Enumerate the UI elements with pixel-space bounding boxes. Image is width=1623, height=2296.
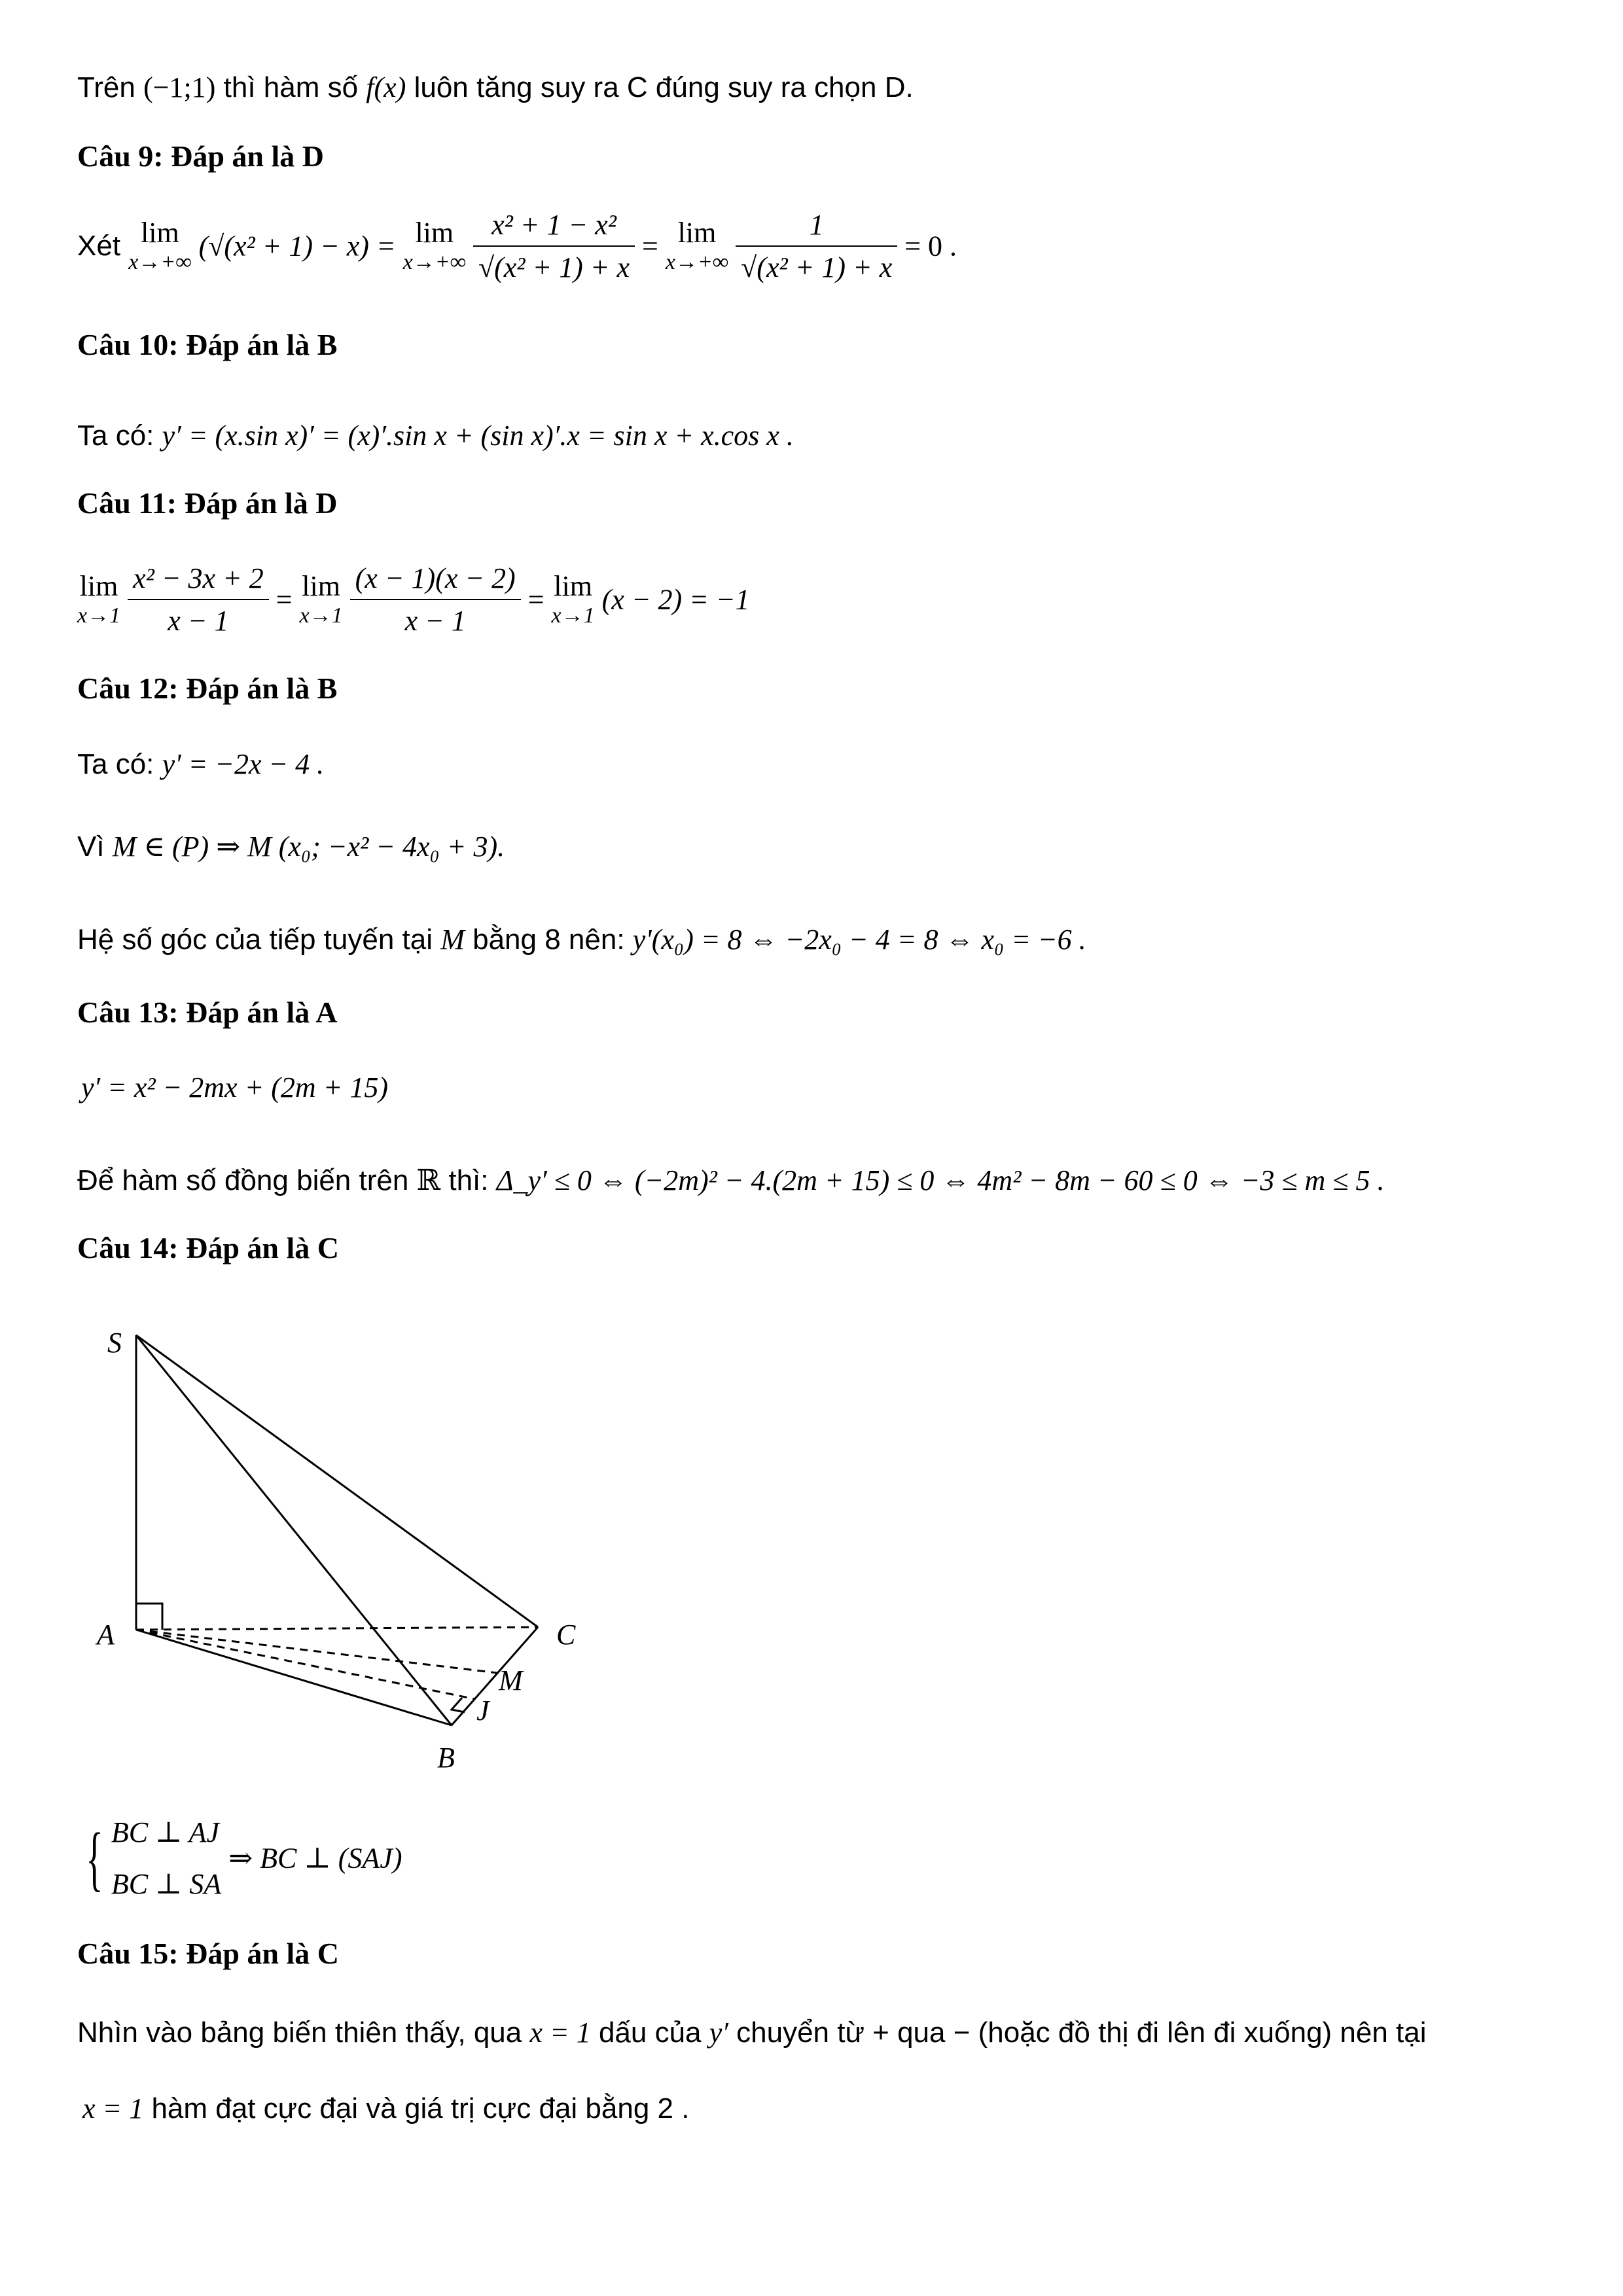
question-15-line-2 <box>82 2092 689 2125</box>
label-A: A <box>97 1619 115 1651</box>
q11-tail: (x − 2) = −1 <box>601 583 750 616</box>
q15-l1-y: y′ <box>709 2017 728 2049</box>
q12-l3-expr: y'(x₀) = 8 ⇔ −2x₀ − 4 = 8 ⇔ x₀ = −6 . <box>632 924 1086 956</box>
numerator: x² − 3x + 2 <box>128 562 269 600</box>
q15-l1-mid: dấu của <box>590 2017 709 2049</box>
q12-l3-pre: Hệ số góc của tiếp tuyến tại <box>77 924 441 956</box>
edge-AC <box>136 1627 538 1630</box>
denominator: x − 1 <box>168 605 229 637</box>
interval-expr: (−1;1) <box>143 71 216 103</box>
q15-l2-post: hàm đạt cực đại và giá trị cực đại bằng 2 . <box>143 2092 690 2125</box>
intro-text-mid: thì hàm số <box>215 71 366 103</box>
q9-eq: = <box>642 230 658 262</box>
q13-l2-expr: Δ_y′ ≤ 0 ⇔ (−2m)² − 4.(2m + 15) ≤ 0 ⇔ 4m² − 8m − 60 ≤ 0 ⇔ −3 ≤ m ≤ 5 . <box>496 1164 1385 1196</box>
question-15-heading: Câu 15: Đáp án là C <box>77 1937 340 1970</box>
lim-word: lim <box>415 217 454 249</box>
denominator: √(x² + 1) + x <box>741 251 893 283</box>
q15-l1-x: x = 1 <box>529 2017 591 2049</box>
q10-pre: Ta có: <box>77 420 162 452</box>
lim-word: lim <box>79 570 118 602</box>
label-J: J <box>476 1695 490 1727</box>
numerator: (x − 1)(x − 2) <box>350 562 521 600</box>
lim-under: x→1 <box>551 603 595 628</box>
q12-l2-pre: Vì <box>77 831 113 863</box>
q13-l2-mid: thì: <box>440 1164 497 1196</box>
function-expr: f(x) <box>366 71 406 103</box>
q9-expr1: (√(x² + 1) − x) = <box>198 230 396 262</box>
question-14-heading: Câu 14: Đáp án là C <box>77 1231 340 1265</box>
system-line-1: BC ⊥ AJ <box>111 1816 220 1848</box>
question-13-heading: Câu 13: Đáp án là A <box>77 996 338 1029</box>
lim-word: lim <box>141 217 179 249</box>
question-15-line-1 <box>77 2016 1427 2049</box>
lim-under: x→+∞ <box>128 250 192 274</box>
q12-l1-pre: Ta có: <box>77 748 162 780</box>
right-angle-mark-J <box>452 1698 465 1712</box>
numerator: 1 <box>736 208 897 247</box>
lim-under: x→+∞ <box>402 250 466 274</box>
question-10-heading: Câu 10: Đáp án là B <box>77 328 338 361</box>
q13-l2-pre: Để hàm số đồng biến trên <box>77 1164 417 1196</box>
q12-l3-M: M <box>440 924 465 956</box>
system-lines <box>111 1806 221 1910</box>
question-11-heading: Câu 11: Đáp án là D <box>77 486 338 520</box>
curly-brace: { <box>86 1818 103 1899</box>
question-13-line-1: y′ = x² − 2mx + (2m + 15) <box>81 1071 389 1103</box>
lim-under: x→+∞ <box>665 250 729 274</box>
label-M: M <box>499 1664 523 1696</box>
q12-l3-mid: bằng 8 nên: <box>464 924 633 956</box>
system-line-2: BC ⊥ SA <box>111 1868 222 1901</box>
q11-eq-2: = <box>527 583 544 616</box>
q9-pre: Xét <box>77 230 129 262</box>
q12-l2-expr: M ∈ (P) ⇒ M (x₀; −x² − 4x₀ + 3). <box>112 831 505 863</box>
q9-end: = 0 . <box>904 230 957 262</box>
system-result: ⇒ BC ⊥ (SAJ) <box>228 1842 402 1874</box>
q15-l2-x: x = 1 <box>82 2092 144 2125</box>
q12-l1-expr: y' = −2x − 4 . <box>162 748 325 780</box>
label-S: S <box>107 1327 122 1359</box>
q15-l1-post: chuyển từ + qua − (hoặc đồ thị đi lên đi xuống) nên tại <box>728 2017 1427 2049</box>
lim-word: lim <box>677 217 717 249</box>
intro-text-end: luôn tăng suy ra C đúng suy ra chọn D. <box>406 71 914 103</box>
lim-under: x→1 <box>299 603 343 628</box>
real-numbers-symbol: ℝ <box>416 1164 441 1196</box>
denominator: √(x² + 1) + x <box>478 251 630 283</box>
label-B: B <box>437 1742 455 1774</box>
q15-l1-pre: Nhìn vào bảng biến thiên thấy, qua <box>77 2017 530 2049</box>
q10-expr: y′ = (x.sin x)′ = (x)′.sin x + (sin x)′.x = sin x + x.cos x . <box>162 420 794 452</box>
q11-eq-1: = <box>276 583 293 616</box>
lim-word: lim <box>554 570 592 602</box>
numerator: x² + 1 − x² <box>473 208 635 247</box>
lim-under: x→1 <box>77 603 121 628</box>
lim-word: lim <box>302 570 340 602</box>
intro-text: Trên <box>77 71 144 103</box>
edge-AB <box>136 1630 452 1725</box>
question-12-heading: Câu 12: Đáp án là B <box>77 672 338 705</box>
label-C: C <box>556 1619 576 1651</box>
question-14-system <box>77 1806 402 1910</box>
question-9-heading: Câu 9: Đáp án là D <box>77 139 325 173</box>
right-angle-mark-A <box>136 1604 162 1630</box>
edge-BC <box>452 1627 538 1725</box>
denominator: x − 1 <box>404 605 466 637</box>
